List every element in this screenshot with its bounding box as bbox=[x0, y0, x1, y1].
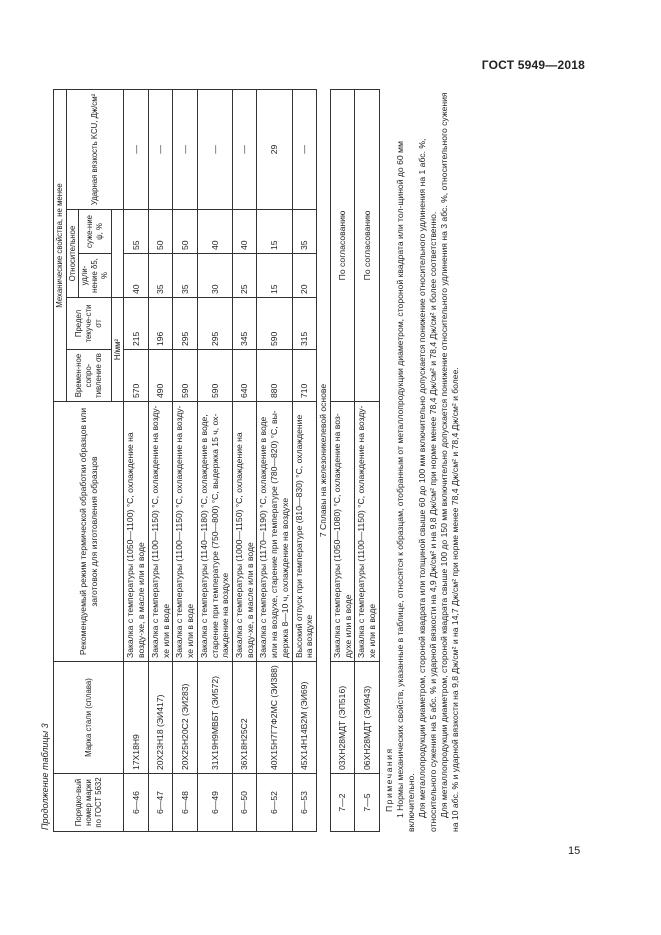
row-tensile: 640 bbox=[233, 350, 257, 402]
row-reduction: 35 bbox=[292, 210, 316, 254]
note-1: 1 Нормы механических свойств, указанные в таблице, относятся к образцам, отобранным от металлопродукции диаметром, стороной квадрата или тол-щиной до 60 мм включительно. bbox=[394, 141, 416, 832]
row-yield: 196 bbox=[148, 298, 172, 350]
header-percent-spacer bbox=[111, 210, 124, 298]
row-impact: 29 bbox=[257, 89, 292, 209]
row-number: 6—46 bbox=[124, 774, 148, 832]
row-treatment: Закалка с температуры (1050—1080) °С, охлаждение на воз-духе или в воде bbox=[330, 402, 354, 662]
row-tensile: 490 bbox=[148, 350, 172, 402]
row-reduction: 40 bbox=[197, 210, 232, 254]
header-ordinal: Порядко-вый номер марки по ГОСТ 5632 bbox=[54, 774, 124, 832]
row-treatment: Закалка с температуры (1140—1180) °С, охлаждение в воде, старение при температуре (750—800) °С, выдержка 15 ч, ох-лаждение на воздухе bbox=[197, 402, 232, 662]
header-grade: Марка стали (сплава) bbox=[54, 662, 124, 774]
row-number: 7—5 bbox=[355, 774, 379, 832]
row-elongation: 20 bbox=[292, 254, 316, 298]
row-grade: 03ХН28МДТ (ЭП516) bbox=[330, 662, 354, 774]
header-impact: Ударная вязкость KCU, Дж/см² bbox=[66, 89, 124, 209]
row-by-agreement: По согласованию bbox=[355, 89, 379, 401]
header-mechanical-properties: Механические свойства, не менее bbox=[54, 89, 67, 401]
row-yield: 590 bbox=[257, 298, 292, 350]
row-yield: 295 bbox=[173, 298, 197, 350]
row-grade: 20Х23Н18 (ЭИ417) bbox=[148, 662, 172, 774]
row-treatment: Закалка с температуры (1050—1100) °С, охлаждение на возду-хе, в масле или в воде bbox=[124, 402, 148, 662]
row-number: 6—49 bbox=[197, 774, 232, 832]
row-number: 6—52 bbox=[257, 774, 292, 832]
header-tensile: Времен-ное сопро-тивление σв bbox=[66, 350, 111, 402]
row-tensile: 570 bbox=[124, 350, 148, 402]
header-reduction: суже-ние ψ, % bbox=[79, 210, 111, 254]
row-tensile: 590 bbox=[197, 350, 232, 402]
rotated-page-content bbox=[40, 90, 598, 832]
note-3: Для металлопродукции диаметром, стороной квадрата свыше 100 до 150 мм включительно допускается понижение относительного удлинения на 3 абс. %, относительного сужения на 10 абс. % и ударной вязкости на 9,8 Дж/см² и на 14,7 Дж/см² при норме менее 78,4 Дж/см² и 78,4 Дж/см² и более. bbox=[438, 92, 460, 832]
row-reduction: 40 bbox=[233, 210, 257, 254]
table-row bbox=[173, 89, 197, 831]
row-impact: — bbox=[148, 89, 172, 209]
row-treatment: Закалка с температуры (1170—1190) °С, охлаждение в воде или на воздухе, старение при температуре (780—820) °С, вы-держка 8—10 ч, охлаждение на воздухе bbox=[257, 402, 292, 662]
table-row bbox=[330, 89, 354, 831]
row-impact: — bbox=[233, 89, 257, 209]
row-elongation: 25 bbox=[233, 254, 257, 298]
row-impact: — bbox=[292, 89, 316, 209]
note-2: Для металлопродукции диаметром, стороной квадрата или толщиной свыше 60 до 100 мм включительно допускается понижение относительного удлинения на 1 абс. %, относительного сужения на 5 абс. % и ударной вязкости на 4,9 Дж/см² и на 9,8 Дж/см² при норме менее 78,4 Дж/см² и 78,4 Дж/см² и более соответственно. bbox=[416, 138, 438, 832]
row-impact: — bbox=[173, 89, 197, 209]
header-elongation: удли-нение δ5, % bbox=[79, 254, 111, 298]
row-treatment: Закалка с температуры (1100—1150) °С, охлаждение на возду-хе или в воде bbox=[148, 402, 172, 662]
row-grade: 31Х19Н9МВБТ (ЭИ572) bbox=[197, 662, 232, 774]
header-stress-unit: Н/мм² bbox=[111, 298, 124, 402]
row-number: 6—48 bbox=[173, 774, 197, 832]
section-row bbox=[317, 89, 331, 831]
row-yield: 215 bbox=[124, 298, 148, 350]
row-treatment: Закалка с температуры (1000—1150) °С, охлаждение на возду-хе, в масле или в воде bbox=[233, 402, 257, 662]
row-treatment: Закалка с температуры (1100—1150) °С, охлаждение на возду-хе или в воде bbox=[355, 402, 379, 662]
row-by-agreement: По согласованию bbox=[330, 89, 354, 401]
row-grade: 40Х15Н7Г7Ф2МС (ЭИ388) bbox=[257, 662, 292, 774]
page-number: 15 bbox=[568, 845, 581, 857]
mechanical-properties-table bbox=[53, 89, 380, 832]
row-grade: 45Х14Н14В2М (ЭИ69) bbox=[292, 662, 316, 774]
row-elongation: 30 bbox=[197, 254, 232, 298]
row-impact: — bbox=[197, 89, 232, 209]
header-relative: Относительное bbox=[66, 210, 79, 298]
header-treatment: Рекомендуемый режим термической обработки образцов или заготовок для изготовления образцов bbox=[54, 402, 124, 662]
document-number: ГОСТ 5949—2018 bbox=[481, 58, 585, 72]
row-reduction: 50 bbox=[173, 210, 197, 254]
row-elongation: 35 bbox=[148, 254, 172, 298]
row-elongation: 40 bbox=[124, 254, 148, 298]
row-reduction: 50 bbox=[148, 210, 172, 254]
row-tensile: 710 bbox=[292, 350, 316, 402]
row-number: 6—47 bbox=[148, 774, 172, 832]
row-yield: 315 bbox=[292, 298, 316, 350]
row-number: 6—50 bbox=[233, 774, 257, 832]
row-grade: 20Х25Н20С2 (ЭИ283) bbox=[173, 662, 197, 774]
row-grade: 06ХН28МДТ (ЭИ943) bbox=[355, 662, 379, 774]
section-title: 7 Сплавы на железоникелевой основе bbox=[317, 89, 331, 831]
row-grade: 17Х18Н9 bbox=[124, 662, 148, 774]
table-row bbox=[233, 89, 257, 831]
row-yield: 295 bbox=[197, 298, 232, 350]
row-elongation: 35 bbox=[173, 254, 197, 298]
row-treatment: Высокий отпуск при температуре (810—830) °С, охлаждение на воздухе bbox=[292, 402, 316, 662]
row-impact: — bbox=[124, 89, 148, 209]
table-row bbox=[257, 89, 292, 831]
row-yield: 345 bbox=[233, 298, 257, 350]
notes-title: Примечания bbox=[383, 747, 394, 812]
table-row bbox=[124, 89, 148, 831]
row-elongation: 15 bbox=[257, 254, 292, 298]
table-continuation-label: Продолжение таблицы 3 bbox=[40, 723, 50, 830]
table-row bbox=[148, 89, 172, 831]
row-tensile: 590 bbox=[173, 350, 197, 402]
row-number: 6—53 bbox=[292, 774, 316, 832]
table-notes bbox=[384, 90, 461, 832]
table-row bbox=[197, 89, 232, 831]
row-reduction: 55 bbox=[124, 210, 148, 254]
row-number: 7—2 bbox=[330, 774, 354, 832]
row-grade: 36Х18Н25С2 bbox=[233, 662, 257, 774]
row-reduction: 15 bbox=[257, 210, 292, 254]
row-treatment: Закалка с температуры (1100—1150) °С, охлаждение на возду-хе или в воде bbox=[173, 402, 197, 662]
header-yield: Предел текуче-сти σт bbox=[66, 298, 111, 350]
table-row bbox=[292, 89, 316, 831]
row-tensile: 880 bbox=[257, 350, 292, 402]
table-row bbox=[355, 89, 379, 831]
